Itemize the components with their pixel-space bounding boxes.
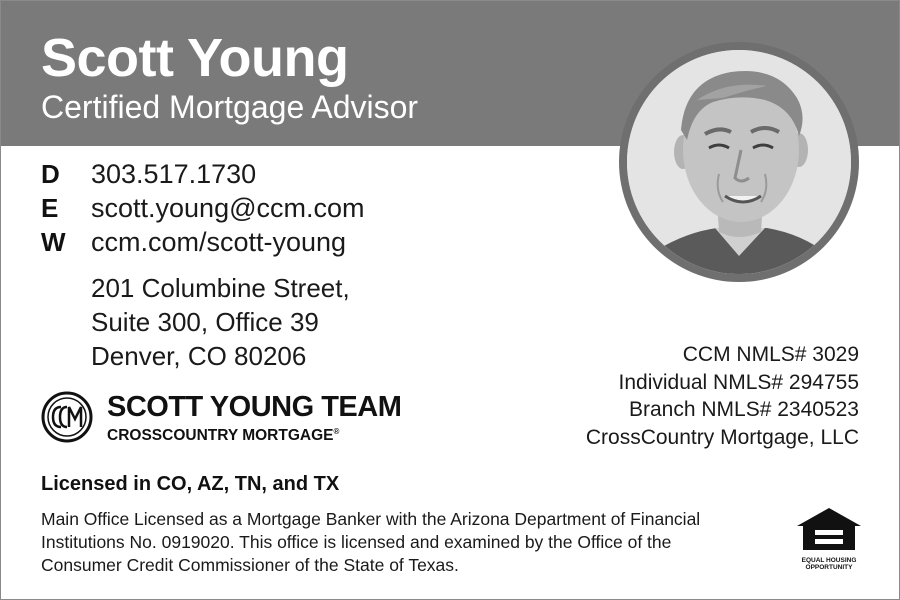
legal-disclaimer [41,508,761,577]
equal-housing-text-2: OPPORTUNITY [805,564,853,571]
disclaimer-line-3: Consumer Credit Commissioner of the State of Texas. [41,555,459,575]
company-name-text: CROSSCOUNTRY MORTGAGE [107,427,334,445]
equal-housing-text-1: EQUAL HOUSING [801,557,857,564]
nmls-block [586,341,859,451]
office-address [91,271,350,373]
nmls-line-ccm: CCM NMLS# 3029 [682,343,859,366]
contact-key-direct: D [41,159,60,189]
email-address[interactable]: scott.young@ccm.com [91,193,365,223]
contact-key-web: W [41,227,66,257]
registered-mark: ® [333,427,340,436]
equal-housing-logo [795,506,863,571]
address-line-2: Suite 300, Office 39 [91,307,319,337]
website-link[interactable]: ccm.com/scott-young [91,227,347,257]
address-line-3: Denver, CO 80206 [91,341,307,371]
portrait-photo [619,42,859,282]
phone-number[interactable]: 303.517.1730 [91,159,257,189]
address-line-1: 201 Columbine Street, [91,273,350,303]
team-name: SCOTT YOUNG TEAM [107,391,402,423]
contact-list [41,159,365,261]
portrait-image [627,50,851,274]
company-name [107,427,339,445]
nmls-line-company: CrossCountry Mortgage, LLC [585,425,859,449]
nmls-line-individual: Individual NMLS# 294755 [618,370,859,394]
disclaimer-line-1: Main Office Licensed as a Mortgage Banker with the Arizona Department of Financial [41,509,701,529]
contact-key-email: E [41,193,59,223]
ccm-logo-icon [41,391,93,443]
disclaimer-line-2: Institutions No. 0919020. This office is licensed and examined by the Office of the [41,532,672,552]
licensed-states: Licensed in CO, AZ, TN, and TX [41,473,340,495]
advisor-title: Certified Mortgage Advisor [41,89,419,125]
contact-row-web [41,227,365,261]
contact-row-email [41,193,365,227]
advisor-name: Scott Young [41,28,349,88]
equal-housing-icon [795,506,863,552]
contact-row-direct [41,159,365,193]
nmls-line-branch: Branch NMLS# 2340523 [629,398,859,421]
